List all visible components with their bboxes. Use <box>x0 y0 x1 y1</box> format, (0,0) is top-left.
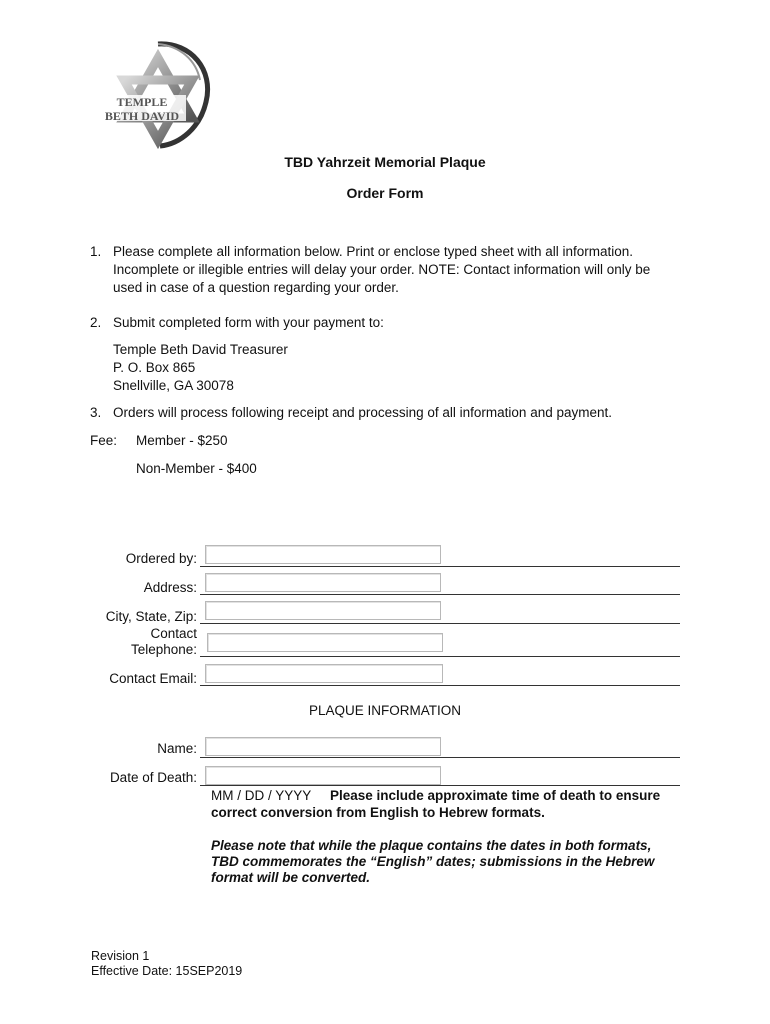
telephone-input[interactable] <box>207 633 443 652</box>
address-input[interactable] <box>205 573 441 592</box>
item-number-2: 2. <box>90 315 102 330</box>
mailing-address-line-1: Temple Beth David Treasurer <box>113 342 288 357</box>
mailing-address-line-3: Snellville, GA 30078 <box>113 378 234 393</box>
email-label: Contact Email: <box>109 671 197 686</box>
temple-logo <box>96 40 216 152</box>
plaque-section-title: PLAQUE INFORMATION <box>308 703 461 718</box>
logo-text-temple: TEMPLE <box>116 95 168 109</box>
email-underline <box>200 685 680 686</box>
address-label: Address: <box>143 580 197 595</box>
dates-note-line-2: TBD commemorates the “English” dates; submissions in the Hebrew <box>211 854 655 869</box>
name-underline <box>200 757 680 758</box>
dates-note-line-3: format will be converted. <box>211 870 371 885</box>
ordered-by-label: Ordered by: <box>125 551 197 566</box>
fee-member: Member - $250 <box>136 433 228 448</box>
date-format-hint: MM / DD / YYYY <box>211 788 312 803</box>
telephone-label-line-1: Contact <box>150 626 197 641</box>
item-number-1: 1. <box>90 244 102 259</box>
instruction-1-line-2: Incomplete or illegible entries will delay your order. NOTE: Contact information will only be <box>113 262 651 277</box>
date-of-death-underline <box>200 785 680 786</box>
address-underline <box>200 594 680 595</box>
instruction-1-line-1: Please complete all information below. Print or enclose typed sheet with all information. <box>113 244 634 259</box>
item-number-3: 3. <box>90 405 102 420</box>
effective-date: Effective Date: 15SEP2019 <box>91 964 243 978</box>
fee-non-member: Non-Member - $400 <box>136 461 257 476</box>
logo-text-beth-david: BETH DAVID <box>104 109 180 123</box>
conversion-note-line-2: correct conversion from English to Hebrew formats. <box>211 805 545 820</box>
page-subtitle: Order Form <box>346 185 424 201</box>
city-state-zip-input[interactable] <box>205 601 441 620</box>
telephone-underline <box>200 656 680 657</box>
fee-label: Fee: <box>90 433 118 448</box>
date-of-death-label: Date of Death: <box>109 770 197 785</box>
instruction-2: Submit completed form with your payment to: <box>113 315 384 330</box>
conversion-note-line-1: Please include approximate time of death to ensure <box>330 788 661 803</box>
name-label: Name: <box>157 741 197 756</box>
ordered-by-input[interactable] <box>205 545 441 564</box>
telephone-label-line-2: Telephone: <box>130 642 197 657</box>
mailing-address-line-2: P. O. Box 865 <box>113 360 196 375</box>
city-state-zip-underline <box>200 623 680 624</box>
city-state-zip-label: City, State, Zip: <box>105 609 197 624</box>
dates-note-line-1: Please note that while the plaque contains the dates in both formats, <box>211 838 652 853</box>
page-title: TBD Yahrzeit Memorial Plaque <box>284 154 486 170</box>
ordered-by-underline <box>200 566 680 567</box>
date-of-death-input[interactable] <box>205 766 441 785</box>
email-input[interactable] <box>205 664 443 683</box>
star-of-david-icon <box>96 40 216 152</box>
instruction-1-line-3: used in case of a question regarding your order. <box>113 280 399 295</box>
name-input[interactable] <box>205 737 441 756</box>
instruction-3: Orders will process following receipt and processing of all information and payment. <box>113 405 612 420</box>
revision-label: Revision 1 <box>91 949 150 963</box>
